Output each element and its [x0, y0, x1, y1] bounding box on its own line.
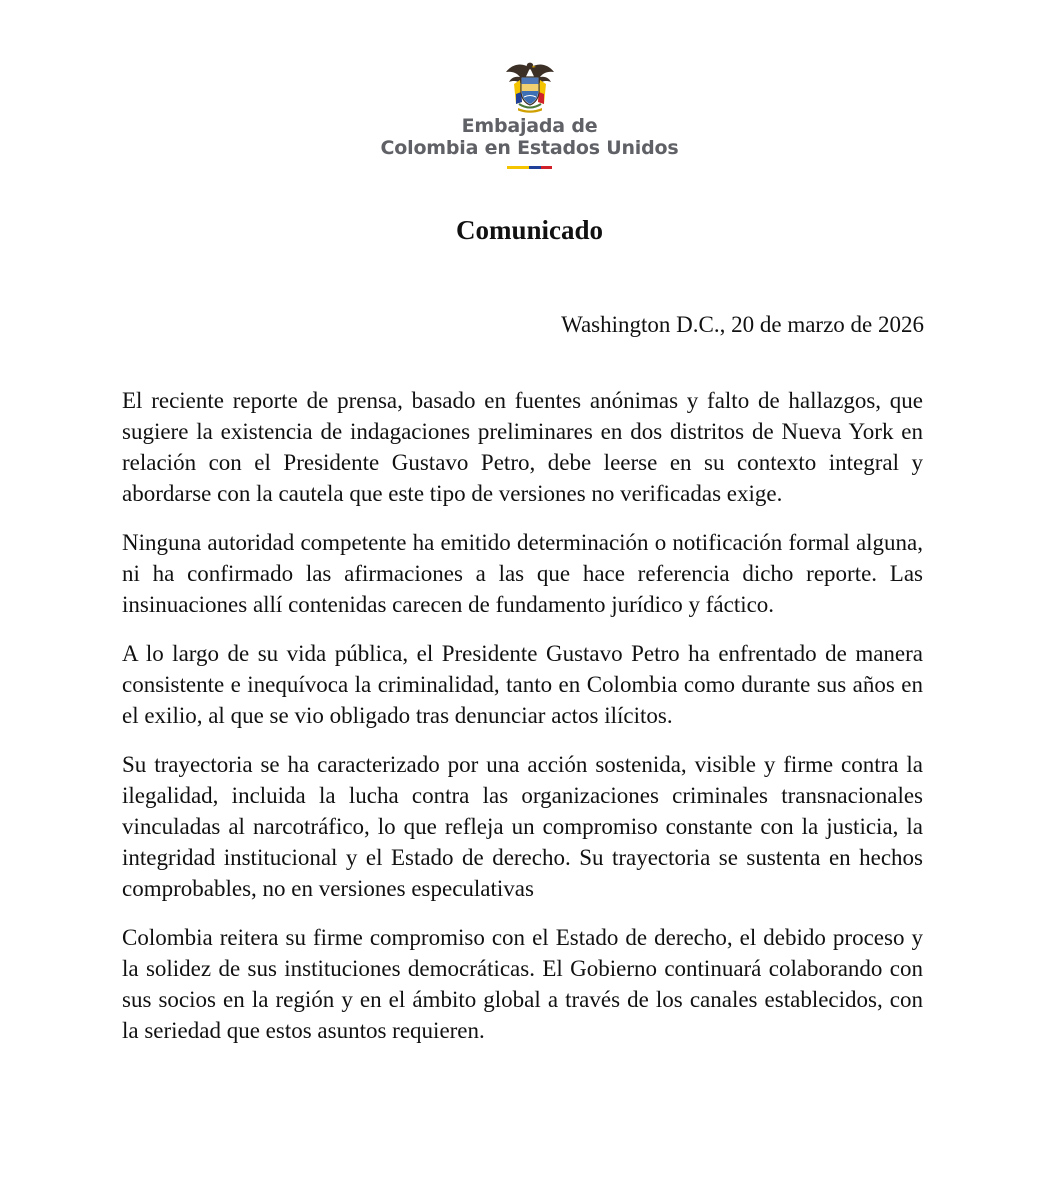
document-date: Washington D.C., 20 de marzo de 2026 [561, 312, 924, 337]
flag-color-bar [507, 166, 552, 169]
flag-red-stripe [541, 166, 552, 169]
paragraph-3: A lo largo de su vida pública, el Presidente Gustavo Petro ha enfrentado de manera consistente e inequívoca la criminalidad, tanto en Colombia como durante sus años en el exilio, al que se vio obligado tras denunciar actos ilícitos. [122, 641, 923, 728]
embassy-name-line-2: Colombia en Estados Unidos [380, 137, 679, 159]
colombia-coat-of-arms-icon [502, 58, 558, 114]
letterhead [0, 58, 1059, 169]
paragraph-1: El reciente reporte de prensa, basado en fuentes anónimas y falto de hallazgos, que sugiere la existencia de indagaciones preliminares en dos distritos de Nueva York en relación con el Presidente Gustavo Petro, debe leerse en su contexto integral y abordarse con la cautela que este tipo de versiones no verificadas exige. [122, 388, 923, 506]
paragraph-4: Su trayectoria se ha caracterizado por una acción sostenida, visible y firme contra la ilegalidad, incluida la lucha contra las organizaciones criminales transnacionales vinculadas al narcotráfico, lo que refleja un compromiso constante con la justicia, la integridad institucional y el Estado de derecho. Su trayectoria se sustenta en hechos comprobables, no en versiones especulativas [122, 752, 923, 901]
document-body [122, 385, 923, 1064]
paragraph-5: Colombia reitera su firme compromiso con el Estado de derecho, el debido proceso y la solidez de sus instituciones democráticas. El Gobierno continuará colaborando con sus socios en la región y en el ámbito global a través de los canales establecidos, con la seriedad que estos asuntos requieren. [122, 925, 923, 1043]
document-title: Comunicado [455, 215, 604, 245]
flag-blue-stripe [529, 166, 541, 169]
flag-yellow-stripe [507, 166, 529, 169]
embassy-name-line-1: Embajada de [461, 115, 598, 137]
paragraph-2: Ninguna autoridad competente ha emitido determinación o notificación formal alguna, ni ha confirmado las afirmaciones a las que hace referencia dicho reporte. Las insinuaciones allí contenidas carecen de fundamento jurídico y fáctico. [122, 530, 923, 617]
